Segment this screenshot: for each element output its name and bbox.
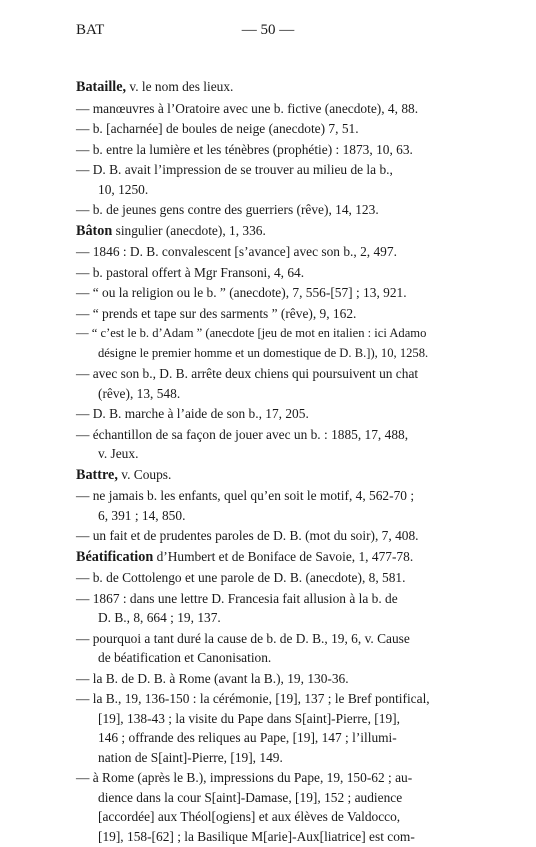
index-subentry [76,99,460,119]
subentry-line: — 1867 : dans une lettre D. Francesia fait allusion à la b. de [76,590,398,606]
index-subentry [76,324,460,363]
index-subentry [76,263,460,283]
headword: Bâton [76,222,113,239]
subentry-line: — “ ou la religion ou le b. ” (anecdote), 7, 556-[57] ; 13, 921. [76,285,407,300]
index-subentry [76,568,460,588]
subentry-line: — un fait et de prudentes paroles de D. B. (mot du soir), 7, 408. [76,528,419,543]
index-subentry [76,200,460,220]
index-content [76,77,460,847]
subentry-continuation: [19], 138-43 ; la visite du Pape dans S[aint]-Pierre, [19], [98,710,400,726]
headword-text: v. Coups. [117,466,172,482]
subentry-line: — b. de jeunes gens contre des guerriers (rêve), 14, 123. [76,202,379,217]
index-subentry [76,486,460,525]
subentry-line: — D. B. avait l’impression de se trouver au milieu de la b., [76,162,393,177]
index-headword-entry [76,77,460,98]
subentry-continuation: nation de S[aint]-Pierre, [19], 149. [98,749,283,765]
subentry-line: — b. [acharnée] de boules de neige (anecdote) 7, 51. [76,121,359,136]
index-subentry [76,160,460,199]
subentry-line: — “ prends et tape sur des sarments ” (rêve), 9, 162. [76,305,357,321]
index-subentry [76,283,460,303]
index-subentry [76,304,460,324]
subentry-continuation: D. B., 8, 664 ; 19, 137. [98,610,221,625]
subentry-continuation: [19], 158-[62] ; la Basilique M[arie]-Aux[liatrice] est com- [98,828,415,844]
subentry-continuation: (rêve), 13, 548. [98,385,181,401]
subentry-line: — D. B. marche à l’aide de son b., 17, 205. [76,406,309,421]
index-subentry [76,364,460,403]
subentry-line: — “ c’est le b. d’Adam ” (anecdote [jeu de mot en italien : ici Adamo [76,326,427,340]
index-subentry [76,669,460,689]
subentry-continuation: 10, 1250. [98,181,149,197]
headword-text: singulier (anecdote), 1, 336. [112,222,266,238]
index-subentry [76,404,460,424]
headword-text: v. le nom des lieux. [126,79,234,94]
subentry-continuation: dience dans la cour S[aint]-Damase, [19], 152 ; audience [98,789,403,805]
subentry-line: — avec son b., D. B. arrête deux chiens qui poursuivent un chat [76,366,419,381]
subentry-continuation: v. Jeux. [98,446,139,461]
headword: Béatification [76,548,154,565]
subentry-line: — b. entre la lumière et les ténèbres (prophétie) : 1873, 10, 63. [76,141,413,157]
headword: Bataille, [76,79,127,95]
subentry-continuation: de béatification et Canonisation. [98,650,272,665]
headword: Battre, [76,466,118,483]
running-head: BAT [76,22,105,38]
index-subentry [76,689,460,767]
subentry-line: — b. de Cottolengo et une parole de D. B. (anecdote), 8, 581. [76,570,406,585]
subentry-line: — échantillon de sa façon de jouer avec un b. : 1885, 17, 488, [76,426,409,442]
subentry-line: — la B. de D. B. à Rome (avant la B.), 19, 130-36. [76,670,349,686]
index-subentry [76,526,460,546]
index-subentry [76,768,460,846]
index-subentry [76,425,460,464]
subentry-continuation: désigne le premier homme et un domestique de D. B.]), 10, 1258. [98,345,429,360]
index-subentry [76,242,460,262]
subentry-line: — b. pastoral offert à Mgr Fransoni, 4, 64. [76,264,305,280]
page-header [76,22,460,44]
index-headword-entry [76,547,460,568]
index-subentry [76,629,460,668]
subentry-continuation: [accordée] aux Théol[ogiens] et aux élèves de Valdocco, [98,809,401,824]
page-number: — 50 — [241,22,295,38]
subentry-line: — 1846 : D. B. convalescent [s’avance] avec son b., 2, 497. [76,244,397,259]
subentry-line: — à Rome (après le B.), impressions du Pape, 19, 150-62 ; au- [76,770,413,785]
subentry-line: — ne jamais b. les enfants, quel qu’en soit le motif, 4, 562-70 ; [76,488,415,503]
subentry-line: — pourquoi a tant duré la cause de b. de D. B., 19, 6, v. Cause [76,630,410,646]
index-subentry [76,119,460,139]
subentry-continuation: 6, 391 ; 14, 850. [98,507,186,523]
index-headword-entry [76,465,460,486]
subentry-continuation: 146 ; offrande des reliques au Pape, [19], 147 ; l’illumi- [98,730,397,745]
subentry-line: — la B., 19, 136-150 : la cérémonie, [19], 137 ; le Bref pontifical, [76,691,430,706]
subentry-line: — manœuvres à l’Oratoire avec une b. fictive (anecdote), 4, 88. [76,100,419,116]
index-subentry [76,589,460,628]
index-subentry [76,140,460,160]
headword-text: d’Humbert et de Boniface de Savoie, 1, 477-78. [153,548,414,564]
index-headword-entry [76,221,460,242]
